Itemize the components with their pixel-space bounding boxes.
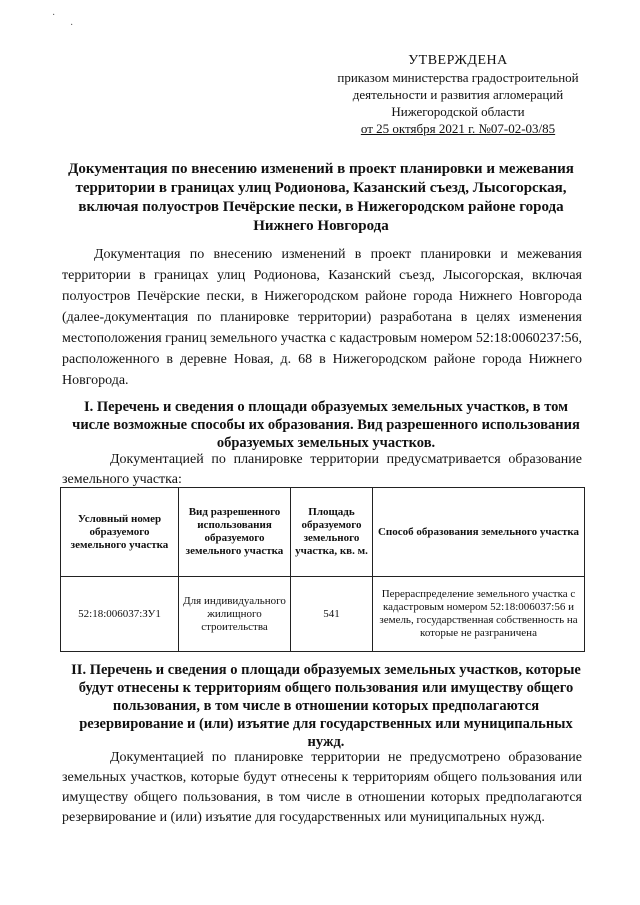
section-1-heading: I. Перечень и сведения о площади образуемых земельных участков, в том числе возможные способы их образования. Вид разрешенного использования образуемых земельных участков. — [72, 399, 580, 451]
scan-speck: · — [70, 20, 74, 31]
table-cell: Для индивидуального жилищного строительства — [179, 577, 291, 652]
section-1-text: Документацией по планировке территории предусматривается образование земельного участка: — [62, 452, 582, 487]
approval-stamp — [320, 52, 596, 137]
column-header: Вид разрешенного использования образуемого земельного участка — [179, 488, 291, 577]
column-header: Условный номер образуемого земельного участка — [61, 488, 179, 577]
approval-title: УТВЕРЖДЕНА — [408, 53, 508, 68]
approval-line: Нижегородской области — [391, 104, 525, 119]
parcels-table — [60, 487, 585, 652]
table-cell: 52:18:006037:ЗУ1 — [61, 577, 179, 652]
document-title: Документация по внесению изменений в проект планировки и межевания территории в границах улиц Родионова, Казанский съезд, Лысогорская, включая полуостров Печёрские пески, в Нижегородском районе города Нижнего Новгорода — [68, 161, 574, 234]
approval-line: деятельности и развития агломераций — [352, 87, 564, 102]
approval-line: приказом министерства градостроительной — [337, 70, 579, 85]
section-2-heading: II. Перечень и сведения о площади образуемых земельных участков, которые будут отнесены к территориям общего пользования или имуществу общего пользования, в том числе в отношении которых предполагаются резервирование и (или) изъятие для государственных или муниципальных нужд. — [71, 662, 581, 750]
column-header: Площадь образуемого земельного участка, кв. м. — [291, 488, 373, 577]
column-header: Способ образования земельного участка — [373, 488, 585, 577]
table-cell: Перераспределение земельного участка с кадастровым номером 52:18:006037:56 и земель, государственная собственность на которые не разграничена — [373, 577, 585, 652]
table-cell: 541 — [291, 577, 373, 652]
table-header-row — [61, 488, 585, 577]
approval-date: от 25 октября 2021 г. №07-02-03/85 — [360, 121, 556, 136]
scan-speck: · — [52, 10, 56, 21]
table-row — [61, 577, 585, 652]
section-2-text: Документацией по планировке территории не предусмотрено образование земельных участков, которые будут отнесены к территориям общего пользования или имуществу общего пользования, в том числе в отношении которых предполагаются резервирование и (или) изъятие для государственных или муниципальных нужд. — [62, 750, 582, 825]
intro-paragraph: Документация по внесению изменений в проект планировки и межевания территории в границах улиц Родионова, Казанский съезд, Лысогорская, включая полуостров Печёрские пески, в Нижегородском районе города Нижнего Новгорода (далее-документация по планировке территории) разработана в целях изменения местоположения границ земельного участка с кадастровым номером 52:18:0060237:56, расположенного в деревне Новая, д. 68 в Нижегородском районе города Нижнего Новгорода. — [62, 247, 582, 388]
